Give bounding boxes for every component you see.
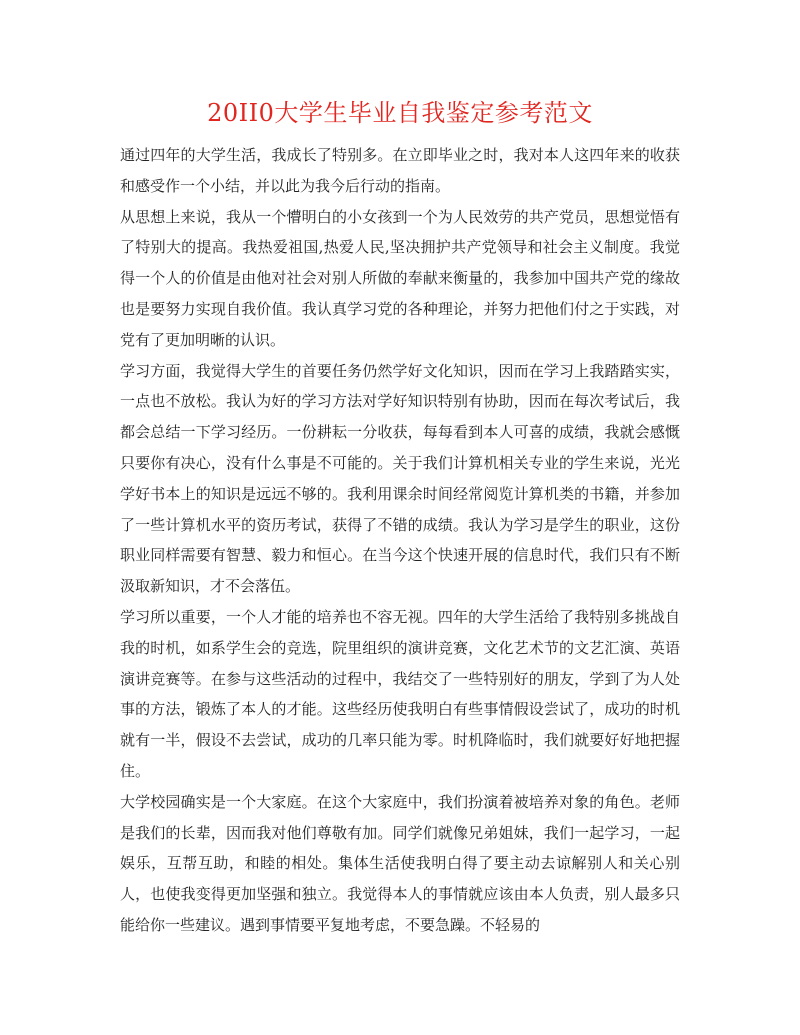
paragraph-study: 学习方面，我觉得大学生的首要任务仍然学好文化知识，因而在学习上我踏踏实实，一点也不放松。我认为好的学习方法对学好知识特别有协助，因而在每次考试后，我都会总结一下学习经历。一份耕耘一分收获，每每看到本人可喜的成绩，我就会感慨只要你有决心，没有什么事是不可能的。关于我们计算机相关专业的学生来说，光光学好书本上的知识是远远不够的。我利用课余时间经常阅览计算机类的书籍，并参加了一些计算机水平的资历考试，获得了不错的成绩。我认为学习是学生的职业，这份职业同样需要有智慧、毅力和恒心。在当今这个快速开展的信息时代，我们只有不断汲取新知识，才不会落伍。 [120, 361, 680, 596]
document-body [120, 140, 680, 941]
paragraph-campus-life: 大学校园确实是一个大家庭。在这个大家庭中，我们扮演着被培养对象的角色。老师是我们的长辈，因而我对他们尊敬有加。同学们就像兄弟姐妹，我们一起学习，一起娱乐，互帮互助，和睦的相处。集体生活使我明白得了要主动去谅解别人和关心别人，也使我变得更加坚强和独立。我觉得本人的事情就应该由本人负责，别人最多只能给你一些建议。遇到事情要平复地考虑，不要急躁。不轻易的 [120, 792, 680, 934]
paragraph-ideology: 从思想上来说，我从一个懵明白的小女孩到一个为人民效劳的共产党员，思想觉悟有了特别大的提高。我热爱祖国,热爱人民,坚决拥护共产党领导和社会主义制度。我觉得一个人的价值是由他对社会对别人所做的奉献来衡量的，我参加中国共产党的缘故也是要努力实现自我价值。我认真学习党的各种理论，并努力把他们付之于实践，对党有了更加明晰的认识。 [120, 207, 680, 349]
paragraph-ability: 学习所以重要，一个人才能的培养也不容无视。四年的大学生活给了我特别多挑战自我的时机，如系学生会的竞选，院里组织的演讲竞赛，文化艺术节的文艺汇演、英语演讲竞赛等。在参与这些活动的过程中，我结交了一些特别好的朋友，学到了为人处事的方法，锻炼了本人的才能。这些经历使我明白有些事情假设尝试了，成功的时机就有一半，假设不去尝试，成功的几率只能为零。时机降临时，我们就要好好地把握住。 [120, 607, 680, 780]
document-title: 20II0大学生毕业自我鉴定参考范文 [207, 99, 593, 127]
paragraph-intro: 通过四年的大学生活，我成长了特别多。在立即毕业之时，我对本人这四年来的收获和感受作一个小结，并以此为我今后行动的指南。 [120, 146, 680, 195]
